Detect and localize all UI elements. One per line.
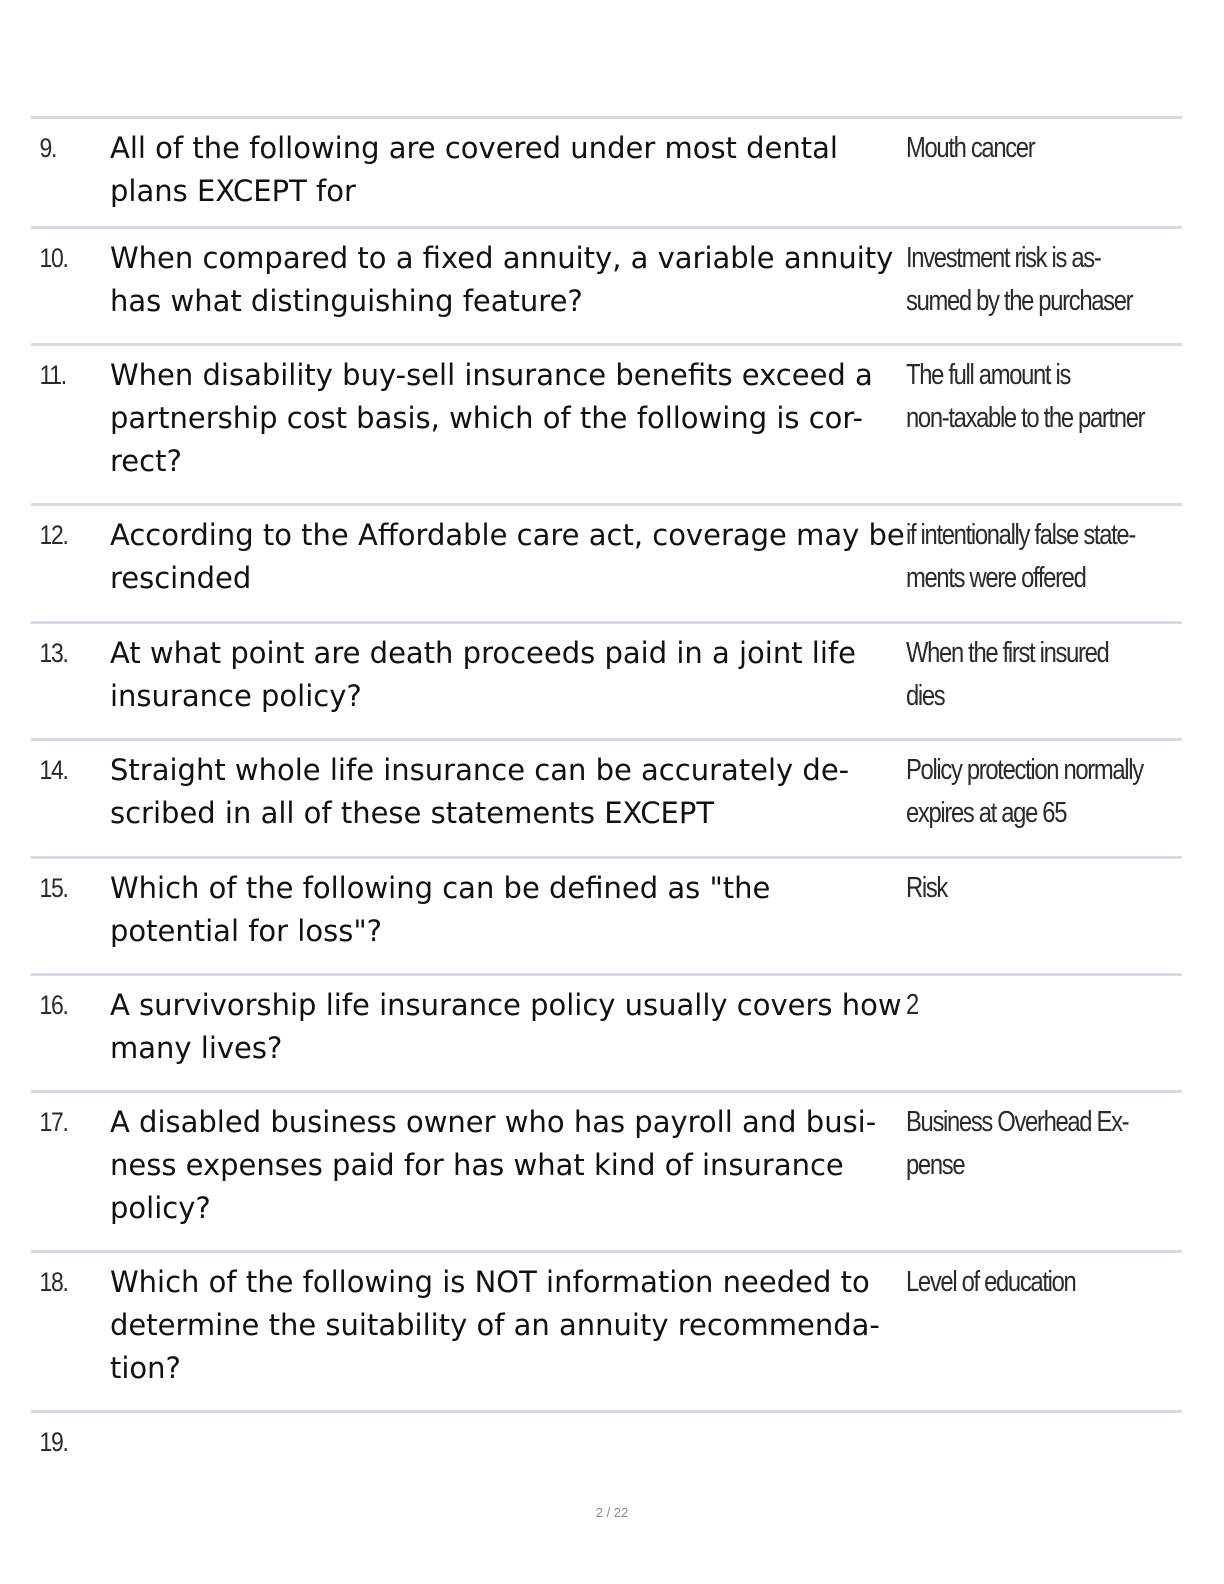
flashcard-table: [31, 116, 1182, 1483]
answer-text: [906, 867, 1224, 959]
question-text: All of the following are covered under most dental plans EXCEPT for: [110, 131, 838, 208]
question-text: A disabled business owner who has payroll and busi-ness expenses paid for has what kind of insurance policy?: [110, 1105, 877, 1225]
question-text: At what point are death proceeds paid in a joint life insurance policy?: [110, 636, 856, 713]
table-row: [31, 1253, 1182, 1413]
table-row: [31, 1093, 1182, 1253]
answer-text: [906, 514, 1224, 607]
answer-text-inner: Risk: [906, 872, 947, 904]
question-text: According to the Affordable care act, coverage may be rescinded: [110, 518, 905, 595]
table-row: [31, 346, 1182, 506]
table-row: [31, 229, 1182, 346]
answer-text: [906, 1421, 1224, 1469]
answer-text-inner: Investment risk is as- sumed by the purchaser: [906, 242, 1133, 317]
answer-text-inner: Mouth cancer: [906, 132, 1035, 164]
item-number: 9.: [39, 133, 57, 163]
item-number: 17.: [39, 1107, 68, 1137]
table-row: [31, 859, 1182, 976]
question-text: Which of the following is NOT information needed to determine the suitability of an annuity recommenda-tion?: [110, 1265, 880, 1385]
answer-text-inner: Business Overhead Ex- pense: [906, 1106, 1129, 1181]
item-number: 19.: [39, 1427, 68, 1457]
answer-text: [906, 127, 1224, 212]
answer-text-inner: 2: [906, 989, 918, 1021]
question-text: [110, 1421, 906, 1469]
answer-text: [906, 984, 1224, 1076]
answer-text-inner: When the first insured dies: [906, 637, 1109, 712]
answer-text: [906, 1101, 1224, 1236]
item-number: 13.: [39, 638, 68, 668]
answer-text: [906, 1261, 1224, 1396]
answer-text: [906, 749, 1224, 842]
answer-text: [906, 632, 1224, 724]
item-number: 12.: [39, 520, 68, 550]
question-text: Straight whole life insurance can be accurately de-scribed in all of these statements EXCEPT: [110, 753, 850, 830]
answer-text: [906, 354, 1224, 489]
answer-text-inner: Policy protection normally expires at age 65: [906, 754, 1143, 829]
table-row: [31, 976, 1182, 1093]
item-number: 18.: [39, 1267, 68, 1297]
item-number: 16.: [39, 990, 68, 1020]
answer-text-inner: Level of education: [906, 1266, 1076, 1298]
item-number: 10.: [39, 243, 68, 273]
table-row: [31, 1413, 1182, 1483]
question-text: When compared to a fixed annuity, a variable annuity has what distinguishing feature?: [110, 241, 894, 318]
table-row: [31, 506, 1182, 624]
item-number: 14.: [39, 755, 68, 785]
table-row: [31, 119, 1182, 229]
page-number: 2 / 22: [595, 1505, 629, 1520]
table-row: [31, 741, 1182, 859]
question-text: When disability buy-sell insurance benefits exceed a partnership cost basis, which of the following is cor-rect?: [110, 358, 873, 478]
table-row: [31, 624, 1182, 741]
item-number: 15.: [39, 873, 68, 903]
question-text: Which of the following can be defined as "the potential for loss"?: [110, 871, 771, 948]
answer-text: [906, 237, 1224, 329]
item-number: 11.: [39, 360, 66, 390]
question-text: A survivorship life insurance policy usually covers how many lives?: [110, 988, 902, 1065]
answer-text-inner: if intentionally false state- ments were offered: [906, 519, 1135, 594]
answer-text-inner: The full amount is non-taxable to the partner: [906, 359, 1145, 434]
